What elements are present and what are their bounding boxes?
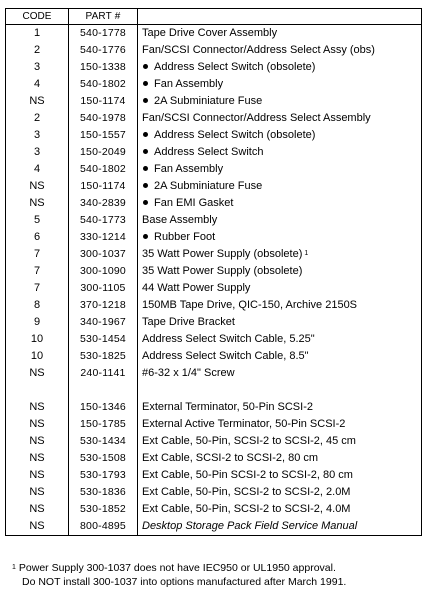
- description-cell: [138, 450, 422, 467]
- part-column-header: PART #: [69, 9, 138, 25]
- description-text: #6-32 x 1/4" Screw: [142, 367, 235, 379]
- parts-table: [5, 8, 422, 536]
- description-cell: [138, 178, 422, 195]
- description-cell: [138, 433, 422, 450]
- code-cell: 8: [6, 297, 69, 314]
- description-text: Address Select Switch (obsolete): [154, 61, 316, 73]
- description-cell: [138, 280, 422, 297]
- description-cell: [138, 467, 422, 484]
- code-cell: 7: [6, 246, 69, 263]
- description-text: Base Assembly: [142, 214, 218, 226]
- part-number-cell: 370-1218: [69, 297, 138, 314]
- bullet-icon: [143, 98, 148, 103]
- description-text: Address Select Switch (obsolete): [154, 129, 316, 141]
- table-row: [6, 365, 422, 382]
- code-cell: 9: [6, 314, 69, 331]
- description-cell: [138, 25, 422, 43]
- description-text: Address Select Switch Cable, 5.25": [142, 333, 315, 345]
- part-number-cell: 530-1508: [69, 450, 138, 467]
- description-text: Fan Assembly: [154, 163, 224, 175]
- part-number-cell: 540-1978: [69, 110, 138, 127]
- table-row: [6, 25, 422, 43]
- description-cell: [138, 229, 422, 246]
- part-number-cell: 530-1793: [69, 467, 138, 484]
- bullet-icon: [143, 132, 148, 137]
- part-number-cell: 530-1434: [69, 433, 138, 450]
- bullet-icon: [143, 166, 148, 171]
- description-cell: [138, 144, 422, 161]
- description-cell: [138, 348, 422, 365]
- description-text: 35 Watt Power Supply (obsolete): [142, 265, 303, 277]
- description-cell: [138, 416, 422, 433]
- part-number-cell: 540-1802: [69, 161, 138, 178]
- table-row: [6, 59, 422, 76]
- footnote-reference: 1: [304, 250, 309, 257]
- footnote-line-2: Do NOT install 300-1037 into options manufactured after March 1991.: [22, 576, 347, 588]
- description-text: 35 Watt Power Supply (obsolete): [142, 248, 303, 260]
- code-cell: 4: [6, 76, 69, 93]
- code-cell: NS: [6, 433, 69, 450]
- part-number-cell: 150-1338: [69, 59, 138, 76]
- description-text: Desktop Storage Pack Field Service Manual: [142, 520, 358, 532]
- description-cell: [138, 484, 422, 501]
- description-cell: [138, 331, 422, 348]
- part-number-cell: 330-1214: [69, 229, 138, 246]
- part-number-cell: [69, 382, 138, 399]
- description-text: Ext Cable, 50-Pin SCSI-2 to SCSI-2, 80 cm: [142, 469, 353, 481]
- description-cell: [138, 314, 422, 331]
- code-cell: 3: [6, 144, 69, 161]
- code-cell: NS: [6, 178, 69, 195]
- code-cell: NS: [6, 467, 69, 484]
- description-cell: [138, 246, 422, 263]
- description-text: Fan/SCSI Connector/Address Select Assy (obs): [142, 44, 375, 56]
- part-number-cell: 340-2839: [69, 195, 138, 212]
- part-number-cell: 300-1037: [69, 246, 138, 263]
- table-header-row: [6, 9, 422, 25]
- code-cell: 7: [6, 280, 69, 297]
- description-cell: [138, 59, 422, 76]
- part-number-cell: 340-1967: [69, 314, 138, 331]
- footnote: [12, 561, 422, 589]
- code-cell: 10: [6, 348, 69, 365]
- table-row: [6, 263, 422, 280]
- description-text: 150MB Tape Drive, QIC-150, Archive 2150S: [142, 299, 358, 311]
- description-text: 2A Subminiature Fuse: [154, 95, 263, 107]
- table-row: [6, 246, 422, 263]
- footnote-text-1: Power Supply 300-1037 does not have IEC950 or UL1950 approval.: [18, 562, 336, 574]
- part-number-cell: 150-1174: [69, 93, 138, 110]
- part-number-cell: 530-1836: [69, 484, 138, 501]
- description-text: Fan EMI Gasket: [154, 197, 234, 209]
- table-row: [6, 433, 422, 450]
- description-cell: [138, 365, 422, 382]
- description-cell: [138, 161, 422, 178]
- table-row: [6, 467, 422, 484]
- description-text: Ext Cable, 50-Pin, SCSI-2 to SCSI-2, 4.0M: [142, 503, 351, 515]
- table-row: [6, 42, 422, 59]
- part-number-cell: 800-4895: [69, 518, 138, 536]
- description-cell: [138, 518, 422, 536]
- table-row: [6, 314, 422, 331]
- table-row: [6, 450, 422, 467]
- code-cell: 1: [6, 25, 69, 43]
- description-cell: [138, 110, 422, 127]
- table-row: [6, 76, 422, 93]
- bullet-icon: [143, 64, 148, 69]
- code-cell: 2: [6, 42, 69, 59]
- code-cell: NS: [6, 416, 69, 433]
- code-cell: 6: [6, 229, 69, 246]
- table-row: [6, 178, 422, 195]
- part-number-cell: 540-1773: [69, 212, 138, 229]
- bullet-icon: [143, 234, 148, 239]
- code-cell: 3: [6, 127, 69, 144]
- table-row: [6, 484, 422, 501]
- description-text: Address Select Switch Cable, 8.5": [142, 350, 309, 362]
- code-cell: NS: [6, 450, 69, 467]
- description-text: Tape Drive Cover Assembly: [142, 27, 278, 39]
- table-row: [6, 416, 422, 433]
- part-number-cell: 530-1825: [69, 348, 138, 365]
- part-number-cell: 540-1778: [69, 25, 138, 43]
- table-row: [6, 195, 422, 212]
- code-cell: 4: [6, 161, 69, 178]
- bullet-icon: [143, 149, 148, 154]
- description-cell: [138, 501, 422, 518]
- description-text: 44 Watt Power Supply: [142, 282, 251, 294]
- table-row: [6, 348, 422, 365]
- description-text: Ext Cable, 50-Pin, SCSI-2 to SCSI-2, 2.0M: [142, 486, 351, 498]
- table-row: [6, 331, 422, 348]
- description-cell: [138, 382, 422, 399]
- description-cell: [138, 127, 422, 144]
- description-cell: [138, 93, 422, 110]
- code-cell: 7: [6, 263, 69, 280]
- part-number-cell: 530-1454: [69, 331, 138, 348]
- table-row: [6, 399, 422, 416]
- table-row-spacer: [6, 382, 422, 399]
- bullet-icon: [143, 200, 148, 205]
- part-number-cell: 150-1346: [69, 399, 138, 416]
- bullet-icon: [143, 183, 148, 188]
- part-number-cell: 300-1105: [69, 280, 138, 297]
- part-number-cell: 150-2049: [69, 144, 138, 161]
- table-row: [6, 280, 422, 297]
- code-cell: NS: [6, 93, 69, 110]
- code-cell: 10: [6, 331, 69, 348]
- table-row: [6, 297, 422, 314]
- table-row: [6, 93, 422, 110]
- code-cell: 2: [6, 110, 69, 127]
- description-text: Rubber Foot: [154, 231, 216, 243]
- code-cell: NS: [6, 484, 69, 501]
- description-text: Ext Cable, 50-Pin, SCSI-2 to SCSI-2, 45 cm: [142, 435, 356, 447]
- table-row: [6, 127, 422, 144]
- description-column-header: [138, 9, 422, 25]
- code-cell: 3: [6, 59, 69, 76]
- description-cell: [138, 76, 422, 93]
- part-number-cell: 150-1785: [69, 416, 138, 433]
- part-number-cell: 300-1090: [69, 263, 138, 280]
- code-cell: NS: [6, 399, 69, 416]
- description-cell: [138, 212, 422, 229]
- description-text: Ext Cable, SCSI-2 to SCSI-2, 80 cm: [142, 452, 319, 464]
- code-cell: 5: [6, 212, 69, 229]
- code-cell: NS: [6, 518, 69, 536]
- table-row: [6, 110, 422, 127]
- code-cell: NS: [6, 501, 69, 518]
- description-cell: [138, 42, 422, 59]
- table-row: [6, 212, 422, 229]
- table-row: [6, 229, 422, 246]
- code-cell: NS: [6, 195, 69, 212]
- table-row: [6, 161, 422, 178]
- footnote-mark: 1: [12, 564, 16, 571]
- description-text: Address Select Switch: [154, 146, 264, 158]
- part-number-cell: 540-1802: [69, 76, 138, 93]
- description-cell: [138, 195, 422, 212]
- description-cell: [138, 263, 422, 280]
- table-row: [6, 144, 422, 161]
- description-text: 2A Subminiature Fuse: [154, 180, 263, 192]
- bullet-icon: [143, 81, 148, 86]
- description-text: External Terminator, 50-Pin SCSI-2: [142, 401, 313, 413]
- description-cell: [138, 399, 422, 416]
- description-text: External Active Terminator, 50-Pin SCSI-2: [142, 418, 346, 430]
- part-number-cell: 150-1174: [69, 178, 138, 195]
- description-text: Fan Assembly: [154, 78, 224, 90]
- description-cell: [138, 297, 422, 314]
- code-cell: NS: [6, 365, 69, 382]
- description-text: Tape Drive Bracket: [142, 316, 235, 328]
- description-text: Fan/SCSI Connector/Address Select Assembly: [142, 112, 371, 124]
- part-number-cell: 530-1852: [69, 501, 138, 518]
- part-number-cell: 540-1776: [69, 42, 138, 59]
- table-row: [6, 518, 422, 536]
- table-row: [6, 501, 422, 518]
- footnote-line-1: [12, 561, 422, 575]
- part-number-cell: 240-1141: [69, 365, 138, 382]
- parts-table-body: [6, 25, 422, 536]
- code-cell: [6, 382, 69, 399]
- part-number-cell: 150-1557: [69, 127, 138, 144]
- code-column-header: CODE: [6, 9, 69, 25]
